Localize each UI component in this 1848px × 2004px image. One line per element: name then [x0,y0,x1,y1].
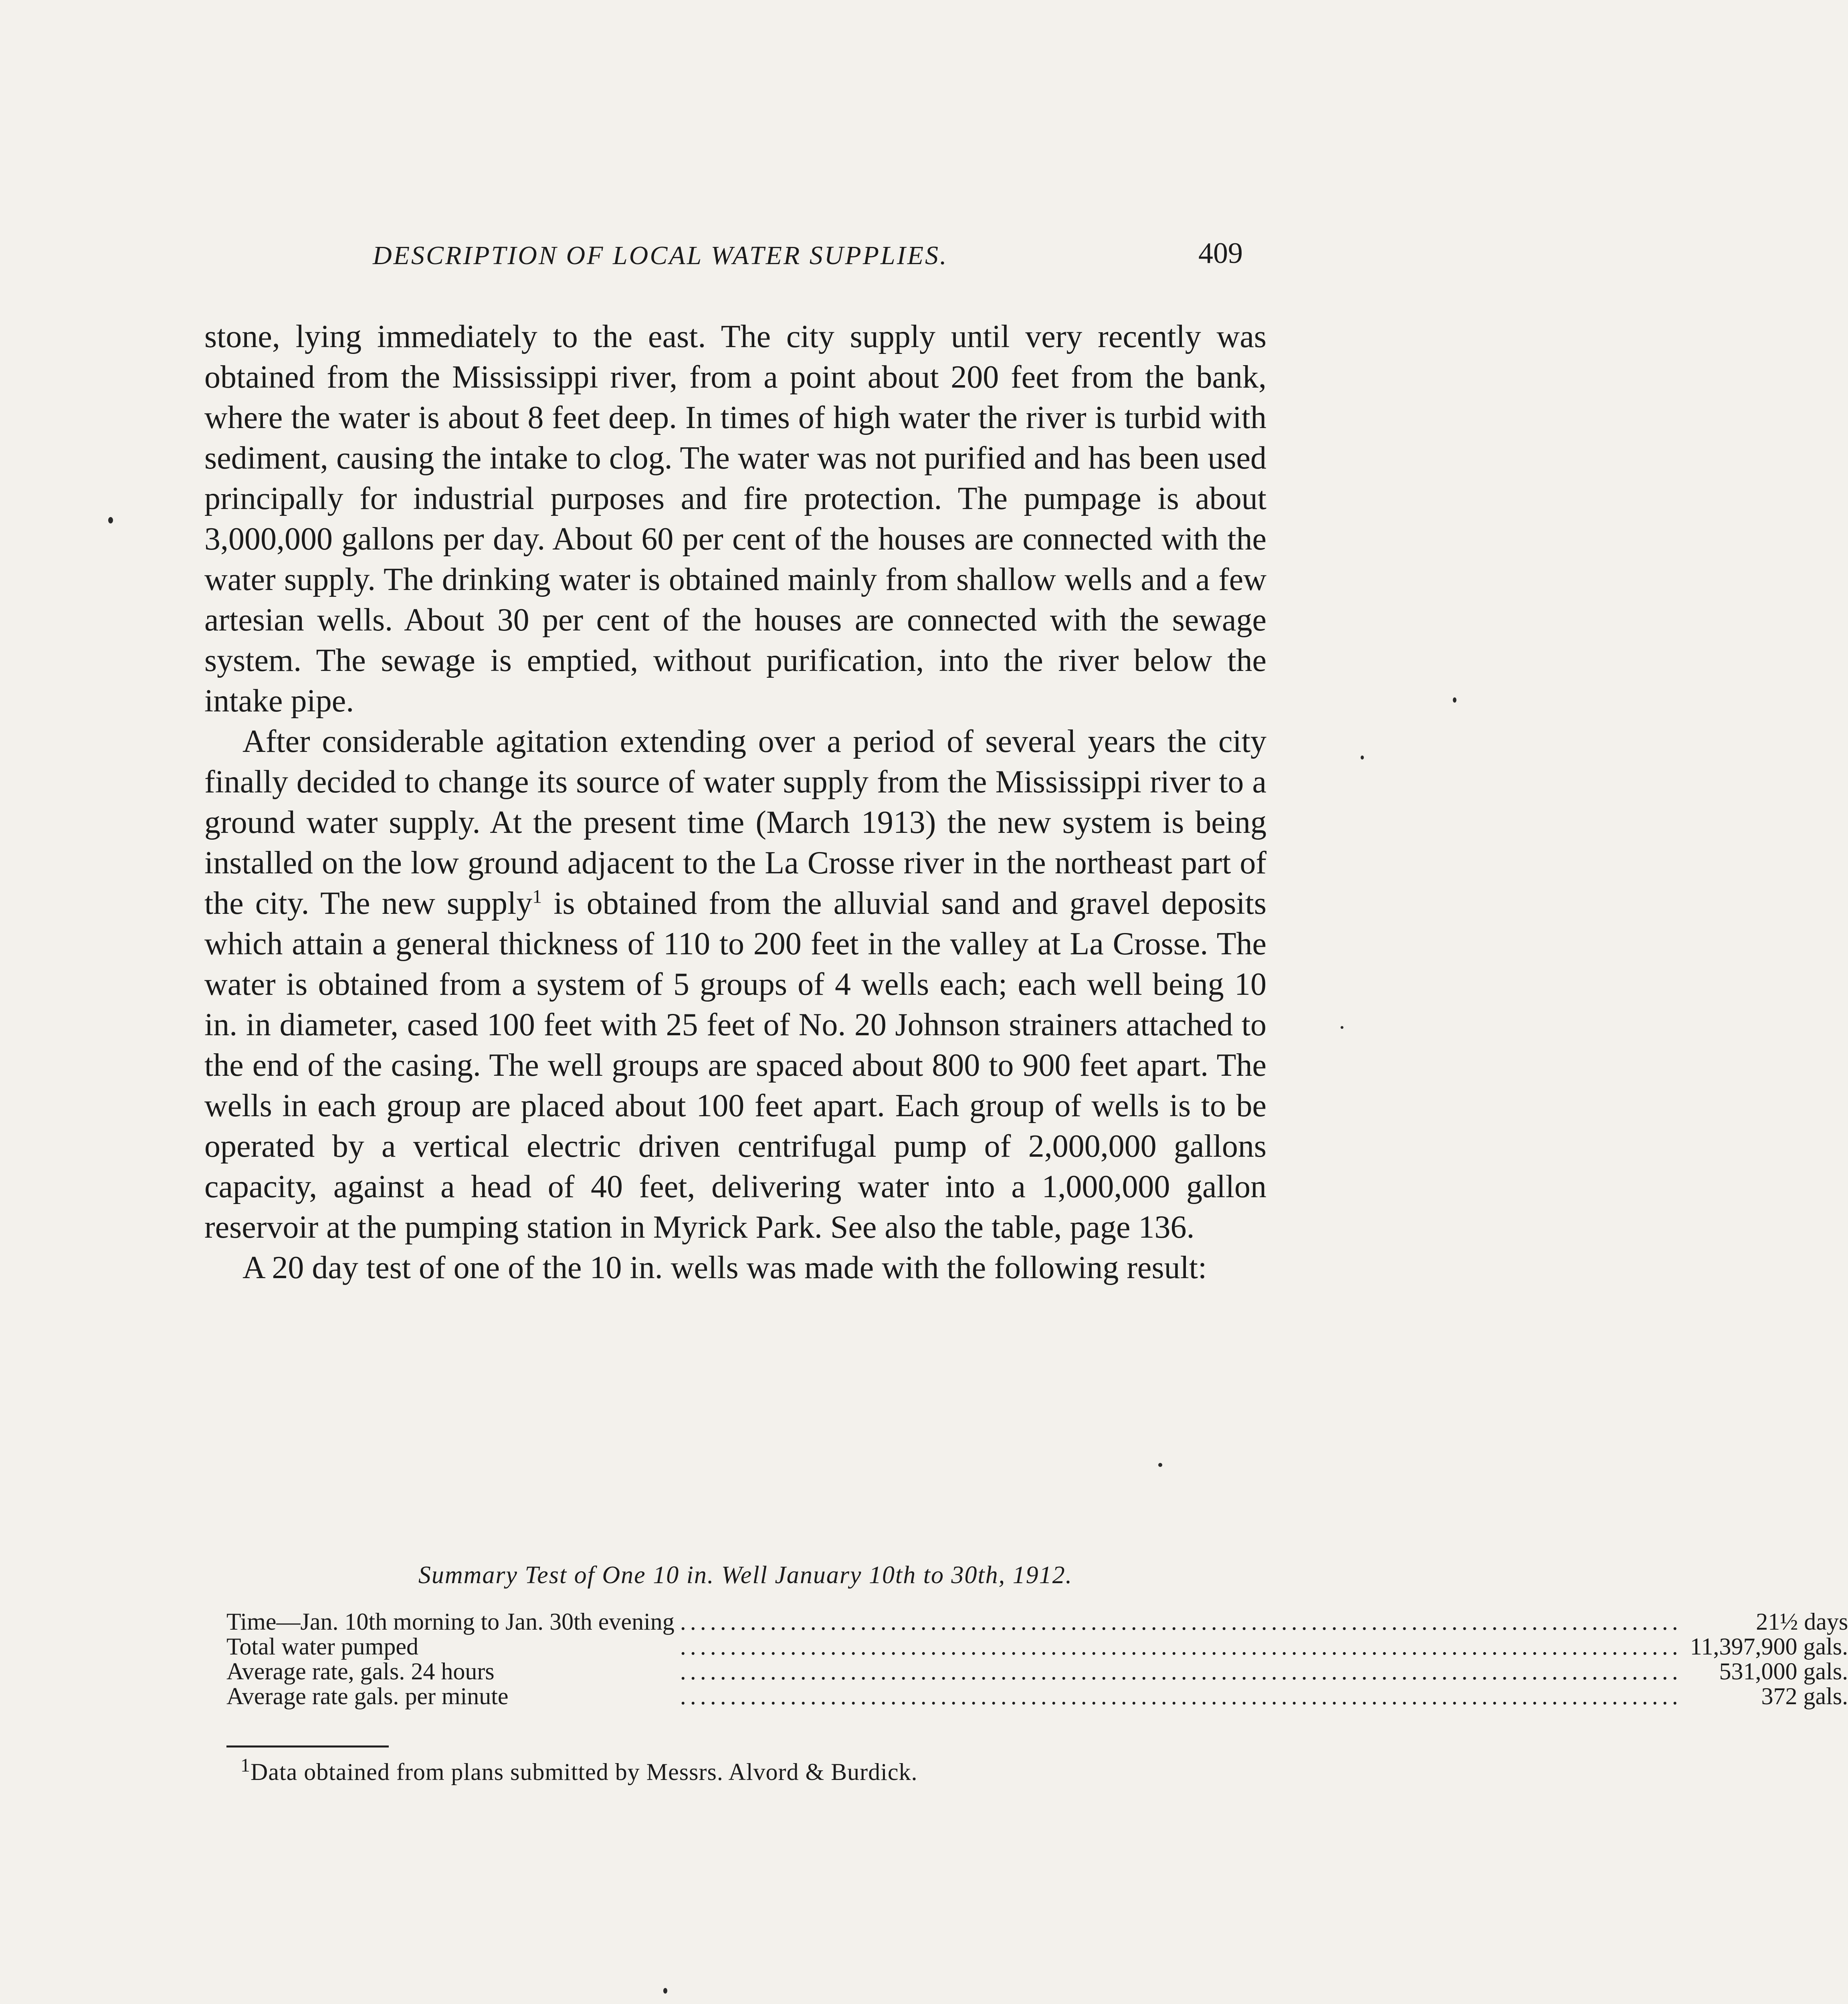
page-number: 409 [1198,237,1243,270]
summary-title: Summary Test of One 10 in. Well January 10th to 30th, 1912. [418,1562,1073,1589]
dot-leader: .................................................................................................... [680,1658,1682,1685]
footnote-text: Data obtained from plans submitted by Messrs. Alvord & Burdick. [250,1759,918,1785]
paragraph-2-start: After considerable agitation extending over a period of several years the city finally decided to change its source of water supply from the Mississippi river to a ground water supply. At the present time (March 1913) the new system is being installed on the low ground adjacent to the La Crosse river in the northeast part of the city. The new supply [204,724,1266,921]
row-value: 531,000 gals. [1719,1658,1848,1685]
table-row [226,1659,1848,1684]
scan-speck [108,517,113,523]
footnote-rule [226,1745,389,1747]
footnote-marker: 1 [240,1755,250,1776]
running-head: DESCRIPTION OF LOCAL WATER SUPPLIES. [373,241,948,270]
row-label: Average rate gals. per minute [226,1683,509,1709]
scan-speck [1341,1026,1343,1029]
row-label: Average rate, gals. 24 hours [226,1658,495,1685]
table-row [226,1634,1848,1659]
scan-speck [1453,697,1456,703]
scan-speck [1158,1463,1162,1467]
row-value: 11,397,900 gals. [1690,1633,1848,1660]
footnote-marker-ref: 1 [532,886,542,907]
table-row [226,1684,1848,1709]
body-text [204,317,1266,1288]
row-value: 21½ days [1756,1608,1848,1635]
paragraph-3: A 20 day test of one of the 10 in. wells was made with the following result: [242,1250,1207,1285]
paragraph-2 [204,721,1266,1248]
paragraph-1: stone, lying immediately to the east. The city supply until very recently was obtained from the Mississippi river, from a point about 200 feet from the bank, where the water is about 8 feet deep. In times of high water the river is turbid with sediment, causing the intake to clog. The water was not purified and has been used principally for industrial purposes and fire protection. The pumpage is about 3,000,000 gallons per day. About 60 per cent of the houses are connected with the water supply. The drinking water is obtained mainly from shallow wells and a few artesian wells. About 30 per cent of the houses are connected with the sewage system. The sewage is emptied, without purification, into the river below the intake pipe. [204,319,1266,719]
summary-table [226,1609,1848,1709]
scan-speck [663,1988,667,1994]
footnote [240,1755,1282,1786]
scan-speck [1361,756,1364,760]
dot-leader: .................................................................................................... [680,1633,1682,1660]
dot-leader: .................................................................................................... [680,1608,1682,1635]
table-row [226,1609,1848,1634]
paragraph-2-end: is obtained from the alluvial sand and gravel deposits which attain a general thickness of 110 to 200 feet in the valley at La Crosse. The water is obtained from a system of 5 groups of 4 wells each; each well being 10 in. in diameter, cased 100 feet with 25 feet of No. 20 Johnson strainers attached to the end of the casing. The well groups are spaced about 800 to 900 feet apart. The wells in each group are placed about 100 feet apart. Each group of wells is to be operated by a vertical electric driven centrifugal pump of 2,000,000 gallons capacity, against a head of 40 feet, delivering water into a 1,000,000 gallon reservoir at the pumping station in Myrick Park. See also the table, page 136. [204,886,1266,1245]
row-label: Time—Jan. 10th morning to Jan. 30th evening [226,1608,675,1635]
dot-leader: .................................................................................................... [680,1683,1682,1709]
row-label: Total water pumped [226,1633,418,1660]
row-value: 372 gals. [1761,1683,1848,1709]
